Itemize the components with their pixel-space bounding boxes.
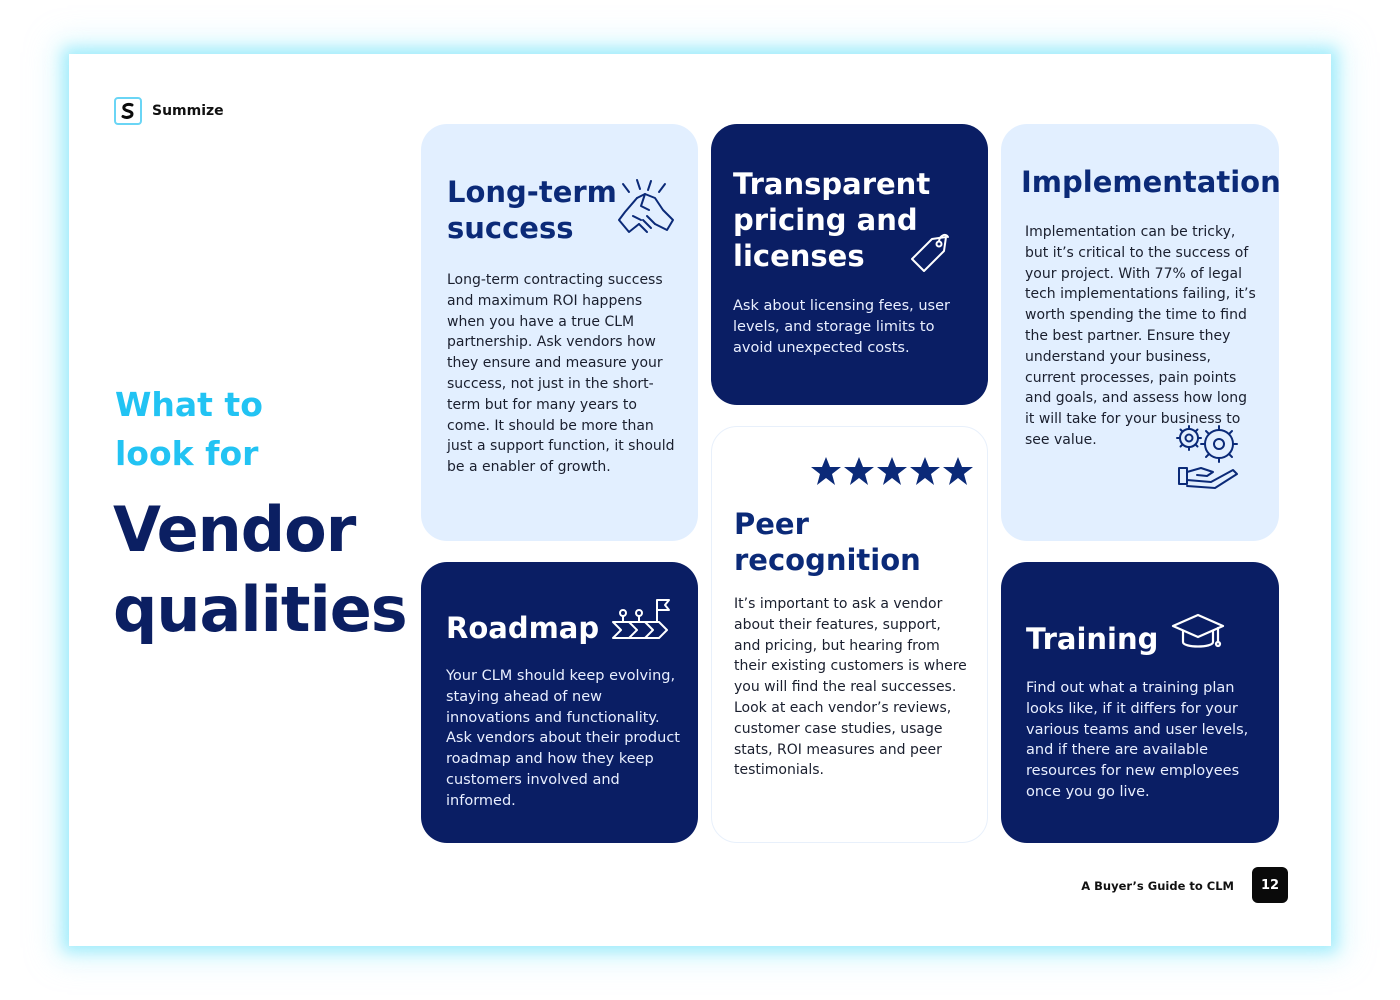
card-title-line: Peer [734, 507, 809, 541]
card-title-line: recognition [734, 543, 921, 577]
card-title: Implementation [1021, 165, 1281, 199]
card-body: It’s important to ask a vendor about their features, support, and pricing, but hearing from their existing customers is where you will find the real successes. Look at each vendor’s reviews, customer case studies, usage stats, ROI measures and peer testimonials. [734, 596, 967, 779]
card-title-line: Transparent [733, 167, 931, 201]
card-body: Find out what a training plan looks like, if it differs for your various teams and user levels, and if there are available resources for new employees once you go live. [1026, 680, 1249, 800]
card-body: Long-term contracting success and maximum ROI happens when you have a true CLM partnership. Ask vendors how they ensure and measure your success, not just in the short-term but for many years to come. It should be more than just a support function, it should be a enabler of growth. [447, 272, 675, 476]
card-peer-recognition [711, 426, 988, 843]
page [69, 54, 1331, 946]
card-title-line: pricing and [733, 203, 918, 237]
graduation-cap-icon [1171, 612, 1225, 656]
gears-hand-icon [1171, 422, 1249, 492]
title-line: Vendor [113, 493, 356, 566]
price-tag-icon [906, 229, 954, 277]
page-number-badge: 12 [1252, 867, 1288, 903]
brand-name: Summize [152, 103, 224, 119]
card-roadmap [421, 562, 698, 843]
eyebrow-line: What to [115, 385, 263, 424]
card-implementation [1001, 124, 1279, 541]
summize-s-logo-icon [114, 97, 142, 125]
card-title-line: Long-term [447, 175, 617, 209]
card-body: Your CLM should keep evolving, staying ahead of new innovations and functionality. Ask vendors about their product roadmap and how they keep customers involved and informed. [446, 668, 680, 809]
card-body: Ask about licensing fees, user levels, and storage limits to avoid unexpected costs. [733, 298, 950, 356]
card-title-line: success [447, 211, 574, 245]
card-title: Training [1026, 622, 1159, 656]
roadmap-flag-icon [609, 596, 673, 644]
page-title [113, 490, 413, 650]
five-stars-icon [810, 455, 974, 487]
brand-logo [114, 97, 224, 125]
card-title [447, 174, 617, 246]
card-body: Implementation can be tricky, but it’s critical to the success of your project. With 77% of legal tech implementations failing, it’s worth spending the time to find the best partner. Ensure they understand your business, current processes, pain points and goals, and assess how long it will take for your business to see value. [1025, 224, 1256, 448]
handshake-icon [615, 176, 679, 242]
title-line: qualities [113, 573, 407, 646]
card-transparent-pricing [711, 124, 988, 405]
card-title: Roadmap [446, 611, 600, 645]
section-eyebrow [115, 380, 315, 478]
footer-guide-title: A Buyer’s Guide to CLM [1081, 879, 1234, 893]
card-title-line: licenses [733, 239, 865, 273]
eyebrow-line: look for [115, 434, 259, 473]
card-training [1001, 562, 1279, 843]
card-title [734, 506, 921, 578]
card-long-term-success [421, 124, 698, 541]
card-title [733, 166, 930, 274]
